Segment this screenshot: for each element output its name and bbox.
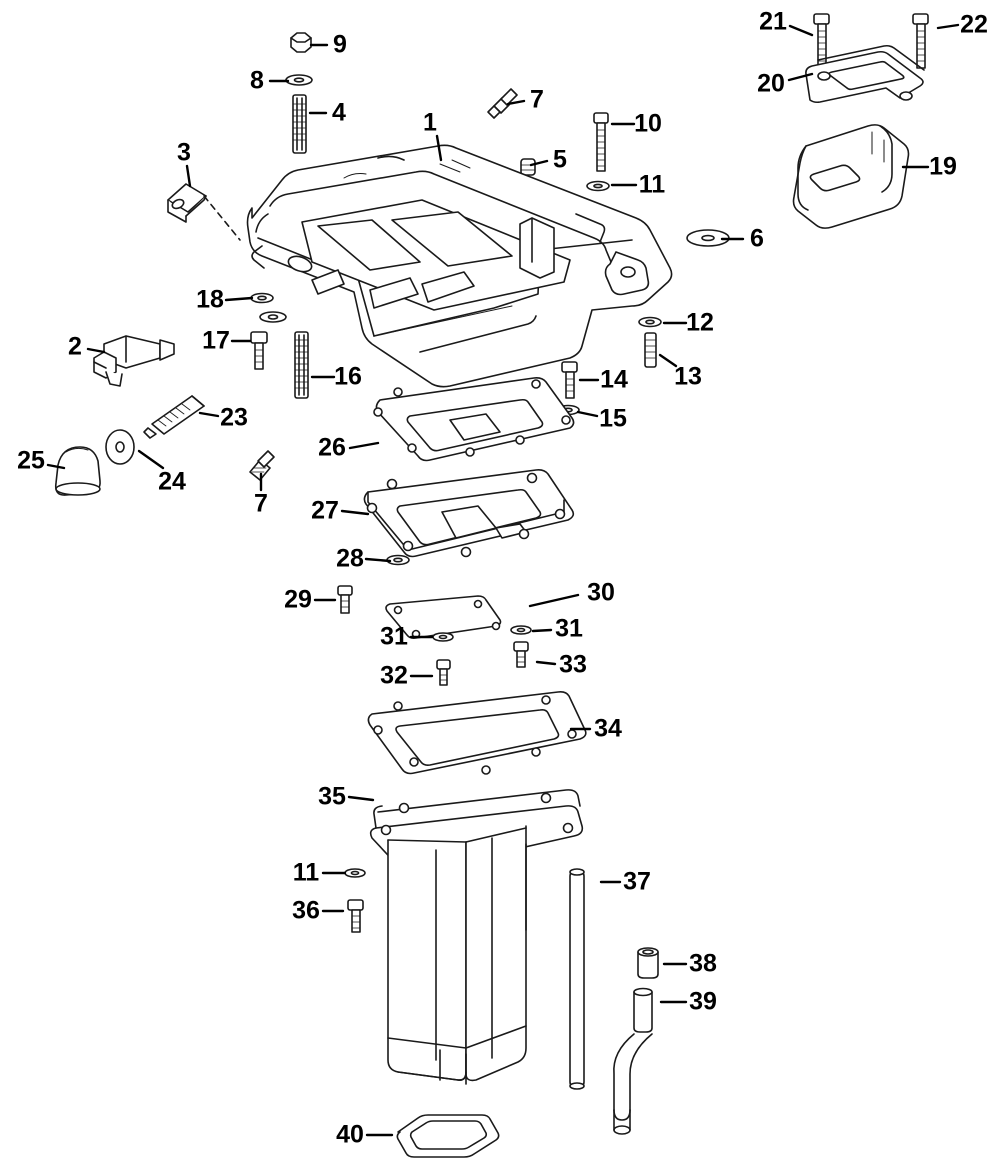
callout-number: 3 [177,138,191,167]
callout-number: 40 [336,1120,364,1149]
part-1-exhaust-housing [248,145,672,386]
callout-number: 15 [599,404,627,433]
callout-number: 8 [250,66,264,95]
callout-number: 35 [318,782,346,811]
part-7-fitting-bottom [250,451,274,480]
part-33-bolt [514,642,528,667]
part-28-washer [387,556,409,565]
callout-number: 19 [929,152,957,181]
callout-number: 31 [555,614,583,643]
part-40-gasket [397,1115,498,1157]
part-32-bolt [437,660,450,685]
callout-number: 29 [284,585,312,614]
callout-number: 16 [334,362,362,391]
part-6-washer [687,230,729,246]
callout-number: 34 [594,714,622,743]
callout-number: 39 [689,987,717,1016]
callout-number: 31 [380,622,408,651]
callout-number: 9 [333,30,347,59]
part-9-nut [291,33,311,52]
callout-number: 36 [292,896,320,925]
part-7-fitting-top [488,89,517,118]
part-14-bolt [562,362,577,398]
callout-number: 20 [757,69,785,98]
part-37-tube [570,869,584,1089]
part-26-gasket [374,378,574,461]
part-18-washer [251,294,273,303]
part-31-washer-right [511,626,531,634]
part-13-stud [645,333,656,367]
part-27-adapter-plate [364,470,573,557]
part-31-washer-left [433,633,453,641]
callout-number: 21 [759,7,787,36]
callout-number: 25 [17,446,45,475]
part-16-stud [295,332,308,398]
callout-number: 33 [559,650,587,679]
part-18-washer-2 [260,312,286,322]
part-19-rubber-mount [794,125,909,228]
part-11-washer [587,182,609,191]
callout-number: 28 [336,544,364,573]
part-38-grommet [638,948,658,978]
callout-number: 10 [634,109,662,138]
part-22-bolt [913,14,928,68]
part-35-driveshaft-housing [371,790,583,1084]
callout-number: 4 [332,98,346,127]
callout-number: 32 [380,661,408,690]
callout-number: 30 [587,578,615,607]
part-11-washer-lower [345,869,365,877]
part-10-bolt [594,113,608,171]
callout-number: 6 [750,224,764,253]
callout-number: 26 [318,433,346,462]
part-2-sensor [94,336,174,386]
part-17-bolt [251,332,267,369]
callout-number: 14 [600,365,628,394]
part-29-bolt [338,586,352,613]
callout-number: 38 [689,949,717,978]
part-39-hose [614,989,652,1135]
callout-number: 7 [530,85,544,114]
callout-number: 5 [553,145,567,174]
part-3-bushing [168,184,240,240]
callout-number: 7 [254,489,268,518]
callout-number: 11 [292,858,320,887]
part-23-stud [144,396,204,438]
callout-number: 22 [960,10,988,39]
callout-number: 23 [220,403,248,432]
part-12-washer [639,318,661,327]
part-4-stud [293,95,306,153]
part-5-grommet [521,159,535,175]
callout-number: 12 [686,308,714,337]
callout-number: 17 [202,326,230,355]
callout-number: 1 [423,108,437,137]
callout-number: 37 [623,867,651,896]
callout-number: 24 [158,467,186,496]
part-24-washer [106,430,134,464]
part-25-anode [56,447,100,495]
part-34-gasket [368,692,585,774]
callout-number: 11 [638,170,666,199]
part-8-washer [286,75,312,85]
callout-number: 27 [311,496,339,525]
part-36-bolt [348,900,363,932]
callout-number: 18 [196,285,224,314]
callout-number: 13 [674,362,702,391]
callout-number: 2 [68,332,82,361]
